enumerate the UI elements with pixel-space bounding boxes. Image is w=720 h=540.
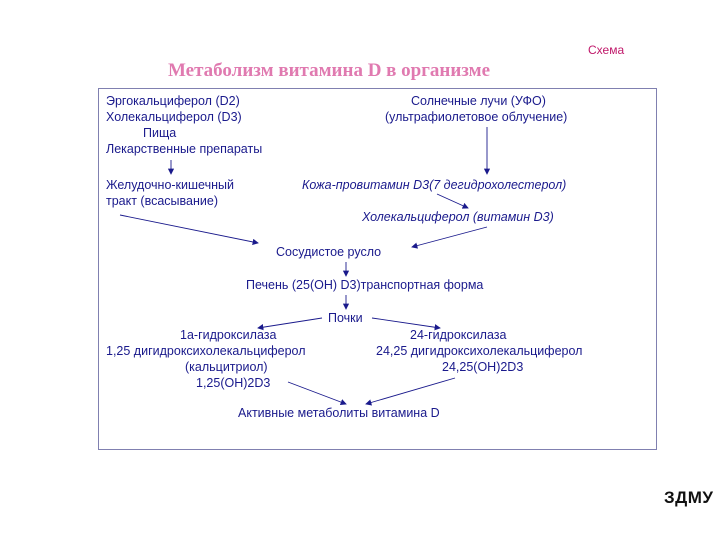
active-metabolites-text: Активные метаболиты витамина D [238,406,440,420]
arrow-kidneys-to-left [258,318,322,328]
sunlight-text: Солнечные лучи (УФО) [411,94,546,108]
kidneys-text: Почки [328,311,363,325]
bloodstream-text: Сосудистое русло [276,245,382,259]
liver-text: Печень (25(OH) D3)транспортная форма [246,278,484,292]
arrow-left-to-active [288,382,346,404]
ergocalciferol-text: Эргокальциферол (D2) [106,94,240,108]
right-enzyme-text: 24-гидроксилаза [410,328,507,342]
left-formula-text: 1,25(OH)2D3 [196,376,271,390]
watermark-logo: ЗДМУ [664,488,714,507]
right-formula-text: 24,25(OH)2D3 [442,360,524,374]
skin-provitamin-text: Кожа-провитамин D3(7 дегидрохолестерол) [302,178,567,192]
left-product-text: 1,25 дигидроксихолекальциферол [106,344,306,358]
right-product-text: 24,25 дигидроксихолекальциферол [376,344,583,358]
cholecalciferol-vitamin-text: Холекальциферол (витамин D3) [362,210,554,224]
left-enzyme-text: 1а-гидроксилаза [180,328,277,342]
food-text: Пища [143,126,177,140]
arrow-right-to-active [366,378,455,404]
arrow-skin-to-cholecalciferol [437,194,468,208]
arrow-cholecalciferol-to-blood [412,227,487,247]
gi-tract-line1: Желудочно-кишечный [106,178,234,192]
slide-title: Метаболизм витамина D в организме [168,60,491,81]
uv-text: (ультрафиолетовое облучение) [385,110,568,124]
cholecalciferol-text: Холекальциферол (D3) [106,110,242,124]
calcitriol-text: (кальцитриол) [185,360,268,374]
drugs-text: Лекарственные препараты [106,142,263,156]
corner-label: Схема [588,43,625,57]
gi-tract-line2: тракт (всасывание) [106,194,218,208]
arrow-kidneys-to-right [372,318,440,328]
arrow-gi-to-blood [120,215,258,243]
